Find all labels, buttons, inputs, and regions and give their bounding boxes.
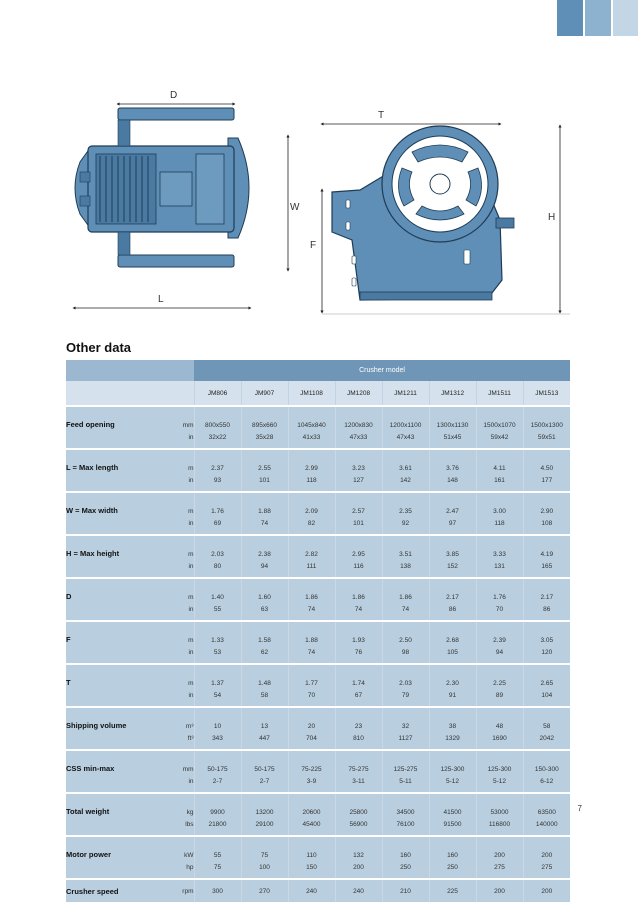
table-cell: 1045x840 <box>288 407 335 430</box>
table-cell: 105 <box>429 645 476 663</box>
table-cell: 447 <box>241 731 288 749</box>
table-cell: 3.76 <box>429 450 476 473</box>
page-number: 7 <box>577 804 582 813</box>
table-cell: 1.86 <box>335 579 382 602</box>
table-cell: 1.77 <box>288 665 335 688</box>
table-cell: 1200x830 <box>335 407 382 430</box>
row-label: CSS min-max <box>66 751 148 774</box>
table-cell: 94 <box>241 559 288 577</box>
row-label <box>66 817 148 835</box>
table-cell: 160 <box>429 837 476 860</box>
table-cell: 92 <box>382 516 429 534</box>
table-cell: 69 <box>194 516 241 534</box>
table-cell: 1.88 <box>241 493 288 516</box>
table-cell: 41500 <box>429 794 476 817</box>
table-cell: 3.61 <box>382 450 429 473</box>
table-cell: 2.09 <box>288 493 335 516</box>
table-cell: 1.86 <box>288 579 335 602</box>
table-cell: 200 <box>335 860 382 878</box>
crusher-spec-table <box>66 360 570 902</box>
table-row <box>66 407 570 430</box>
table-cell: 13200 <box>241 794 288 817</box>
table-cell: 210 <box>382 880 429 902</box>
table-cell: 127 <box>335 473 382 491</box>
table-cell: 74 <box>288 645 335 663</box>
table-row <box>66 708 570 731</box>
table-cell: 2.38 <box>241 536 288 559</box>
table-cell: 2.68 <box>429 622 476 645</box>
table-row <box>66 665 570 688</box>
model-col-header: JM1211 <box>382 381 429 405</box>
table-cell: 2-7 <box>241 774 288 792</box>
table-cell: 225 <box>429 880 476 902</box>
row-unit: in <box>148 473 194 491</box>
table-cell: 250 <box>382 860 429 878</box>
table-cell: 5-12 <box>476 774 523 792</box>
table-cell: 4.19 <box>523 536 570 559</box>
row-unit: m <box>148 493 194 516</box>
row-unit: lbs <box>148 817 194 835</box>
row-unit: in <box>148 430 194 448</box>
table-cell: 56900 <box>335 817 382 835</box>
row-unit: rpm <box>148 880 194 902</box>
table-header-spacer <box>66 360 194 381</box>
table-cell: 89 <box>476 688 523 706</box>
table-cell: 1500x1070 <box>476 407 523 430</box>
table-cell: 55 <box>194 602 241 620</box>
row-unit: in <box>148 688 194 706</box>
table-cell: 343 <box>194 731 241 749</box>
dimension-label-w: W <box>290 202 300 213</box>
table-cell: 2.47 <box>429 493 476 516</box>
table-cell: 240 <box>288 880 335 902</box>
row-label <box>66 688 148 706</box>
table-row <box>66 837 570 860</box>
model-col-header: JM806 <box>194 381 241 405</box>
table-cell: 160 <box>382 837 429 860</box>
table-cell: 5-12 <box>429 774 476 792</box>
model-col-header: JM1312 <box>429 381 476 405</box>
row-label: F <box>66 622 148 645</box>
row-label: Shipping volume <box>66 708 148 731</box>
table-cell: 47x43 <box>382 430 429 448</box>
table-cell: 20600 <box>288 794 335 817</box>
table-cell: 125-300 <box>476 751 523 774</box>
table-row <box>66 622 570 645</box>
table-cell: 200 <box>476 837 523 860</box>
row-unit: m <box>148 622 194 645</box>
table-cell: 118 <box>288 473 335 491</box>
dimension-label-l: L <box>158 294 164 305</box>
table-cell: 62 <box>241 645 288 663</box>
table-cell: 25800 <box>335 794 382 817</box>
corner-block-mid <box>585 0 611 36</box>
row-label <box>66 774 148 792</box>
table-cell: 53000 <box>476 794 523 817</box>
table-cell: 6-12 <box>523 774 570 792</box>
table-cell: 1.48 <box>241 665 288 688</box>
table-cell: 1.60 <box>241 579 288 602</box>
row-label <box>66 602 148 620</box>
table-cell: 2.39 <box>476 622 523 645</box>
table-cell: 3.05 <box>523 622 570 645</box>
table-cell: 3-9 <box>288 774 335 792</box>
table-row <box>66 817 570 835</box>
table-cell: 63500 <box>523 794 570 817</box>
section-title: Other data <box>66 340 132 355</box>
table-cell: 63 <box>241 602 288 620</box>
table-cell: 76100 <box>382 817 429 835</box>
row-unit: kW <box>148 837 194 860</box>
table-cell: 75-275 <box>335 751 382 774</box>
table-cell: 93 <box>194 473 241 491</box>
row-label: Crusher speed <box>66 880 148 902</box>
row-unit: in <box>148 559 194 577</box>
row-label <box>66 645 148 663</box>
table-cell: 250 <box>429 860 476 878</box>
model-col-header: JM1513 <box>523 381 570 405</box>
table-cell: 74 <box>288 602 335 620</box>
crusher-side-view <box>332 126 514 300</box>
table-cell: 1127 <box>382 731 429 749</box>
corner-color-blocks <box>557 0 638 36</box>
table-cell: 120 <box>523 645 570 663</box>
table-cell: 125-275 <box>382 751 429 774</box>
row-unit: ft³ <box>148 731 194 749</box>
table-cell: 86 <box>429 602 476 620</box>
row-unit: m <box>148 665 194 688</box>
table-row <box>66 688 570 706</box>
table-cell: 1329 <box>429 731 476 749</box>
table-cell: 1.37 <box>194 665 241 688</box>
row-unit: m <box>148 536 194 559</box>
table-cell: 45400 <box>288 817 335 835</box>
table-cell: 23 <box>335 708 382 731</box>
table-cell: 59x51 <box>523 430 570 448</box>
table-cell: 74 <box>241 516 288 534</box>
table-cell: 4.50 <box>523 450 570 473</box>
table-cell: 150-300 <box>523 751 570 774</box>
corner-block-light <box>613 0 638 36</box>
table-cell: 177 <box>523 473 570 491</box>
table-cell: 2.82 <box>288 536 335 559</box>
table-cell: 270 <box>241 880 288 902</box>
table-cell: 118 <box>476 516 523 534</box>
table-cell: 101 <box>335 516 382 534</box>
table-cell: 148 <box>429 473 476 491</box>
table-cell: 5-11 <box>382 774 429 792</box>
table-cell: 97 <box>429 516 476 534</box>
model-col-header: JM907 <box>241 381 288 405</box>
table-cell: 55 <box>194 837 241 860</box>
table-row <box>66 774 570 792</box>
table-cell: 79 <box>382 688 429 706</box>
dimension-label-h: H <box>548 212 556 223</box>
row-label: W = Max width <box>66 493 148 516</box>
table-cell: 91 <box>429 688 476 706</box>
table-cell: 1.76 <box>476 579 523 602</box>
row-label <box>66 731 148 749</box>
row-label <box>66 860 148 878</box>
table-cell: 1.58 <box>241 622 288 645</box>
table-cell: 1.76 <box>194 493 241 516</box>
table-cell: 91500 <box>429 817 476 835</box>
table-cell: 140000 <box>523 817 570 835</box>
table-cell: 75-225 <box>288 751 335 774</box>
table-cell: 810 <box>335 731 382 749</box>
table-cell: 161 <box>476 473 523 491</box>
table-cell: 110 <box>288 837 335 860</box>
table-row <box>66 602 570 620</box>
table-cell: 13 <box>241 708 288 731</box>
table-cell: 51x45 <box>429 430 476 448</box>
table-cell: 2.37 <box>194 450 241 473</box>
table-cell: 2.03 <box>382 665 429 688</box>
table-cell: 152 <box>429 559 476 577</box>
row-unit: mm <box>148 407 194 430</box>
table-row <box>66 559 570 577</box>
table-cell: 275 <box>523 860 570 878</box>
table-cell: 200 <box>476 880 523 902</box>
table-cell: 58 <box>523 708 570 731</box>
row-unit: in <box>148 516 194 534</box>
table-row <box>66 450 570 473</box>
table-model-columns-row <box>66 381 570 405</box>
row-label: Motor power <box>66 837 148 860</box>
dimension-label-f: F <box>310 240 317 251</box>
row-label: H = Max height <box>66 536 148 559</box>
table-cell: 2.35 <box>382 493 429 516</box>
table-cell: 75 <box>194 860 241 878</box>
row-label: Total weight <box>66 794 148 817</box>
table-cell: 2.99 <box>288 450 335 473</box>
table-cell: 108 <box>523 516 570 534</box>
row-label <box>66 559 148 577</box>
table-cell: 1.33 <box>194 622 241 645</box>
table-cell: 275 <box>476 860 523 878</box>
table-cell: 80 <box>194 559 241 577</box>
table-cell: 3.23 <box>335 450 382 473</box>
table-cell: 70 <box>288 688 335 706</box>
table-cell: 98 <box>382 645 429 663</box>
row-label: L = Max length <box>66 450 148 473</box>
table-cell: 3.00 <box>476 493 523 516</box>
table-row <box>66 751 570 774</box>
table-row <box>66 493 570 516</box>
table-cell: 2.25 <box>476 665 523 688</box>
table-cell: 2.95 <box>335 536 382 559</box>
table-cell: 116 <box>335 559 382 577</box>
row-unit: in <box>148 774 194 792</box>
table-cell: 59x42 <box>476 430 523 448</box>
crusher-model-header: Crusher model <box>194 360 570 381</box>
table-cell: 895x660 <box>241 407 288 430</box>
table-row <box>66 731 570 749</box>
row-unit: in <box>148 602 194 620</box>
table-group-header-row <box>66 360 570 381</box>
table-cell: 21800 <box>194 817 241 835</box>
table-cell: 200 <box>523 880 570 902</box>
table-cell: 125-300 <box>429 751 476 774</box>
table-cell: 35x28 <box>241 430 288 448</box>
row-unit: kg <box>148 794 194 817</box>
table-cell: 2.50 <box>382 622 429 645</box>
table-cell: 2.30 <box>429 665 476 688</box>
table-row <box>66 516 570 534</box>
table-cell: 1.86 <box>382 579 429 602</box>
table-cell: 34500 <box>382 794 429 817</box>
table-cell: 132 <box>335 837 382 860</box>
table-cell: 116800 <box>476 817 523 835</box>
table-cell: 100 <box>241 860 288 878</box>
row-unit: in <box>148 645 194 663</box>
table-cell: 2.65 <box>523 665 570 688</box>
table-cell: 20 <box>288 708 335 731</box>
table-cell: 38 <box>429 708 476 731</box>
table-row <box>66 645 570 663</box>
table-cell: 53 <box>194 645 241 663</box>
table-cell: 1.40 <box>194 579 241 602</box>
row-label: T <box>66 665 148 688</box>
table-cell: 150 <box>288 860 335 878</box>
table-cell: 2.55 <box>241 450 288 473</box>
table-cell: 48 <box>476 708 523 731</box>
row-label <box>66 473 148 491</box>
table-cell: 142 <box>382 473 429 491</box>
table-cell: 2.90 <box>523 493 570 516</box>
table-cell: 2.17 <box>523 579 570 602</box>
table-row <box>66 473 570 491</box>
model-col-header: JM1208 <box>335 381 382 405</box>
table-cell: 1.88 <box>288 622 335 645</box>
table-cell: 240 <box>335 880 382 902</box>
row-label: Feed opening <box>66 407 148 430</box>
table-cell: 54 <box>194 688 241 706</box>
table-cell: 50-175 <box>241 751 288 774</box>
table-cell: 47x33 <box>335 430 382 448</box>
table-cell: 41x33 <box>288 430 335 448</box>
table-cell: 94 <box>476 645 523 663</box>
table-cell: 2.03 <box>194 536 241 559</box>
table-row <box>66 880 570 902</box>
row-unit: m³ <box>148 708 194 731</box>
table-body <box>66 405 570 902</box>
table-cell: 1500x1300 <box>523 407 570 430</box>
dimension-label-t: T <box>378 110 385 121</box>
row-label <box>66 430 148 448</box>
table-cell: 2042 <box>523 731 570 749</box>
row-unit: mm <box>148 751 194 774</box>
model-col-header: JM1511 <box>476 381 523 405</box>
table-cell: 86 <box>523 602 570 620</box>
table-cell: 1300x1130 <box>429 407 476 430</box>
table-cell: 200 <box>523 837 570 860</box>
row-unit: m <box>148 579 194 602</box>
table-cell: 111 <box>288 559 335 577</box>
table-cell: 1690 <box>476 731 523 749</box>
row-label: D <box>66 579 148 602</box>
table-cell: 50-175 <box>194 751 241 774</box>
table-cell: 82 <box>288 516 335 534</box>
row-unit: hp <box>148 860 194 878</box>
row-unit: m <box>148 450 194 473</box>
table-row <box>66 579 570 602</box>
table-row <box>66 794 570 817</box>
table-cell: 101 <box>241 473 288 491</box>
table-cell: 3.85 <box>429 536 476 559</box>
table-row <box>66 430 570 448</box>
table-cell: 3.51 <box>382 536 429 559</box>
table-cell: 1200x1100 <box>382 407 429 430</box>
table-cell: 704 <box>288 731 335 749</box>
crusher-top-view <box>75 108 249 267</box>
table-cell: 3-11 <box>335 774 382 792</box>
table-cell: 165 <box>523 559 570 577</box>
dimension-label-d: D <box>170 90 178 101</box>
table-cell: 138 <box>382 559 429 577</box>
table-cell: 1.93 <box>335 622 382 645</box>
table-cell: 74 <box>335 602 382 620</box>
corner-block-dark <box>557 0 583 36</box>
table-cell: 10 <box>194 708 241 731</box>
table-cell: 58 <box>241 688 288 706</box>
table-cell: 67 <box>335 688 382 706</box>
table-cell: 32 <box>382 708 429 731</box>
table-cell: 70 <box>476 602 523 620</box>
table-cell: 2.57 <box>335 493 382 516</box>
table-cell: 2.17 <box>429 579 476 602</box>
table-row <box>66 860 570 878</box>
model-col-header: JM1108 <box>288 381 335 405</box>
table-cell: 32x22 <box>194 430 241 448</box>
table-cell: 74 <box>382 602 429 620</box>
table-row <box>66 536 570 559</box>
table-cell: 29100 <box>241 817 288 835</box>
table-cell: 75 <box>241 837 288 860</box>
table-cell: 300 <box>194 880 241 902</box>
table-cell: 9900 <box>194 794 241 817</box>
crusher-dimension-diagram <box>60 80 580 342</box>
table-cell: 4.11 <box>476 450 523 473</box>
table-cell: 131 <box>476 559 523 577</box>
table-cell: 2-7 <box>194 774 241 792</box>
table-cell: 76 <box>335 645 382 663</box>
row-label <box>66 516 148 534</box>
table-header-spacer <box>66 381 194 405</box>
table-cell: 104 <box>523 688 570 706</box>
table-cell: 1.74 <box>335 665 382 688</box>
table-cell: 3.33 <box>476 536 523 559</box>
table-cell: 800x550 <box>194 407 241 430</box>
